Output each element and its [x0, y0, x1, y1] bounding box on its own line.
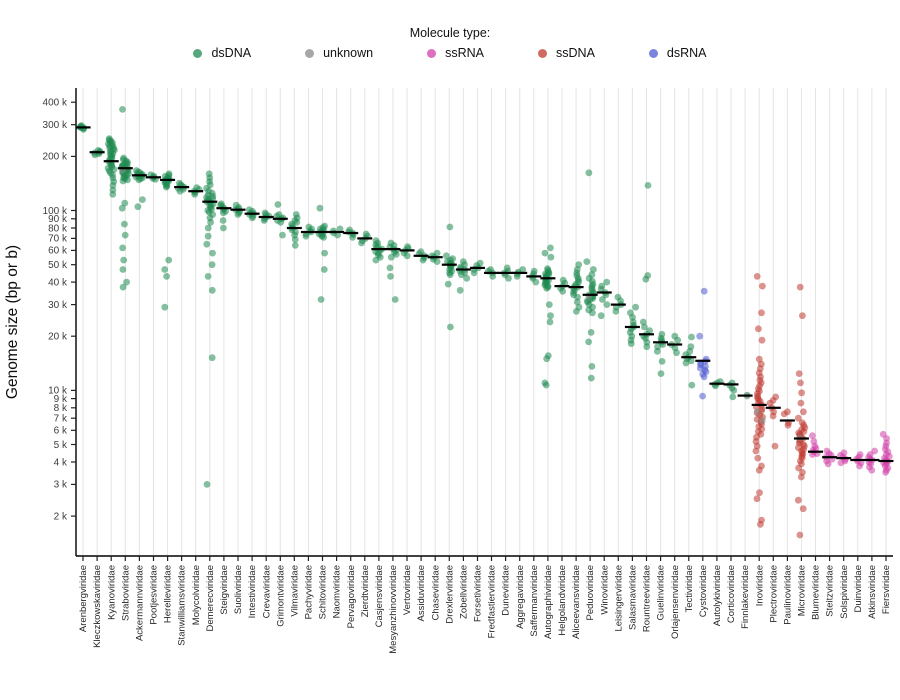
- data-point: [163, 273, 170, 280]
- x-tick-label: Orlajensenviridae: [669, 565, 681, 639]
- data-point: [505, 275, 512, 282]
- legend-item-label: dsDNA: [211, 46, 252, 60]
- data-point: [688, 382, 695, 389]
- data-point: [604, 301, 611, 308]
- data-point: [798, 474, 805, 481]
- x-tick-label: Kyanoviridae: [106, 565, 118, 620]
- data-point: [573, 308, 580, 315]
- x-tick-label: Zobellviridae: [458, 565, 470, 619]
- data-point: [514, 273, 521, 280]
- data-point: [856, 463, 863, 470]
- data-point: [434, 258, 441, 265]
- legend: [0, 26, 900, 60]
- x-tick-label: Rountreeviridae: [641, 565, 653, 633]
- data-point: [321, 266, 328, 273]
- y-tick-label: 7 k: [53, 413, 67, 425]
- data-point: [729, 394, 736, 401]
- data-point: [797, 380, 804, 387]
- legend-item-ssDNA[interactable]: [538, 46, 595, 60]
- data-point: [674, 337, 681, 344]
- x-tick-label: Suoliviridae: [233, 565, 245, 615]
- data-point: [119, 205, 126, 212]
- data-point: [759, 283, 766, 290]
- y-tick-label: 20 k: [48, 331, 67, 343]
- data-point: [547, 312, 554, 319]
- x-tick-label: Zierdtviridae: [359, 565, 371, 618]
- x-tick-label: Solspiviridae: [838, 565, 850, 619]
- data-point: [420, 257, 427, 264]
- x-tick-label: Blumeviridae: [810, 565, 822, 620]
- data-point: [809, 432, 816, 439]
- x-tick-label: Casjensviridae: [374, 565, 386, 628]
- x-tick-label: Fiersviridae: [881, 565, 893, 615]
- data-point: [589, 309, 596, 316]
- data-point: [756, 489, 763, 496]
- y-tick-label: 90 k: [48, 214, 67, 226]
- y-tick-label: 70 k: [48, 233, 67, 245]
- y-tick-label: 6 k: [53, 425, 67, 437]
- x-tick-label: Ackermannviridae: [134, 565, 146, 642]
- y-tick-label: 300 k: [42, 120, 67, 131]
- y-tick-label: 60 k: [48, 245, 67, 257]
- x-tick-label: Drexlerviridae: [444, 565, 456, 624]
- data-point: [447, 271, 454, 278]
- y-tick-label: 8 k: [53, 403, 67, 415]
- data-point: [489, 273, 496, 280]
- data-point: [645, 182, 652, 189]
- data-point: [317, 205, 324, 212]
- x-tick-label: Steitzviridae: [824, 565, 836, 617]
- x-tick-label: Vertoviridae: [402, 565, 414, 616]
- x-tick-label: Atkinsviridae: [867, 565, 879, 619]
- x-tick-label: Finnlakeviridae: [740, 565, 752, 629]
- x-tick-label: Kleczkowskaviridae: [92, 565, 104, 648]
- data-point: [292, 236, 299, 243]
- x-tick-label: Aliceevansviridae: [571, 565, 583, 639]
- data-point: [358, 240, 365, 247]
- data-point: [404, 252, 411, 259]
- data-point: [754, 408, 761, 415]
- data-point: [543, 382, 550, 389]
- data-point: [585, 339, 592, 346]
- legend-item-dsDNA[interactable]: [193, 46, 251, 60]
- data-point: [658, 370, 665, 377]
- data-point: [696, 333, 703, 340]
- data-point: [177, 188, 184, 195]
- x-tick-label: Straboviridae: [120, 565, 132, 621]
- data-point: [753, 448, 760, 455]
- data-point: [800, 505, 807, 512]
- data-point: [543, 285, 550, 292]
- legend-dot-ssRNA-icon: [427, 49, 436, 58]
- x-tick-label: Saffermanviridae: [528, 565, 540, 637]
- legend-item-ssRNA[interactable]: [427, 46, 484, 60]
- legend-item-label: ssRNA: [445, 46, 485, 60]
- data-point: [759, 417, 766, 424]
- data-point: [163, 184, 170, 191]
- data-point: [387, 265, 394, 272]
- data-point: [135, 203, 142, 210]
- data-point: [882, 469, 889, 476]
- data-point: [754, 495, 761, 502]
- data-point: [122, 232, 129, 239]
- x-tick-label: Steigviridae: [219, 565, 231, 615]
- data-point: [642, 276, 649, 283]
- data-point: [447, 224, 454, 231]
- data-point: [688, 334, 695, 341]
- data-point: [785, 422, 792, 429]
- data-point: [654, 348, 661, 355]
- x-tick-label: Inoviridae: [754, 565, 766, 607]
- data-point: [209, 250, 216, 257]
- data-point: [205, 225, 212, 232]
- data-point: [220, 225, 227, 232]
- x-tick-label: Duneviridae: [500, 565, 512, 616]
- x-tick-label: Paulinoviridae: [782, 565, 794, 625]
- data-point: [220, 217, 227, 224]
- data-point: [205, 233, 212, 240]
- y-tick-label: 80 k: [48, 223, 67, 235]
- data-point: [589, 363, 596, 370]
- data-point: [798, 400, 805, 407]
- data-point: [643, 343, 650, 350]
- data-point: [457, 287, 464, 294]
- x-tick-label: Plectroviridae: [768, 565, 780, 623]
- data-point: [586, 169, 593, 176]
- data-point: [471, 270, 478, 277]
- x-tick-label: Chaseviridae: [430, 565, 442, 621]
- legend-item-label: unknown: [323, 46, 374, 60]
- data-point: [701, 373, 708, 380]
- x-tick-label: Autolykiviridae: [712, 565, 724, 627]
- data-point: [532, 279, 539, 286]
- data-point: [120, 284, 127, 291]
- legend-item-label: dsRNA: [666, 46, 707, 60]
- data-point: [546, 301, 553, 308]
- x-tick-label: Grimontviridae: [275, 565, 287, 627]
- data-point: [781, 411, 788, 418]
- x-tick-label: Stanwilliamsviridae: [176, 565, 188, 646]
- data-point: [447, 324, 454, 331]
- data-point: [543, 355, 550, 362]
- x-tick-label: Cystoviridae: [697, 565, 709, 618]
- x-tick-label: Microviridae: [796, 565, 808, 617]
- x-tick-label: Fredfastierviridae: [486, 565, 498, 639]
- data-point: [756, 467, 763, 474]
- data-point: [659, 358, 666, 365]
- data-point: [795, 497, 802, 504]
- x-tick-label: Pervagoviridae: [345, 565, 357, 629]
- data-point: [388, 254, 395, 261]
- y-tick-label: 5 k: [53, 439, 67, 451]
- y-tick-label: 9 k: [53, 393, 67, 405]
- data-point: [204, 481, 211, 488]
- legend-item-unknown[interactable]: [305, 46, 373, 60]
- x-tick-label: Herelleviridae: [162, 565, 174, 624]
- legend-dot-dsRNA-icon: [649, 49, 658, 58]
- data-point: [373, 257, 380, 264]
- data-point: [628, 340, 635, 347]
- data-point: [209, 261, 216, 268]
- x-tick-label: Autographiviridae: [543, 565, 555, 639]
- x-tick-label: Guelinviridae: [655, 565, 667, 621]
- data-point: [235, 211, 242, 218]
- legend-title: Molecule type:: [409, 26, 491, 40]
- y-tick-label: 10 k: [48, 385, 67, 397]
- data-point: [275, 201, 282, 208]
- data-point: [121, 221, 128, 228]
- data-point: [279, 232, 286, 239]
- x-tick-label: Leisingerviridae: [613, 565, 625, 632]
- data-point: [387, 273, 394, 280]
- data-point: [303, 233, 310, 240]
- data-point: [588, 375, 595, 382]
- data-point: [838, 460, 845, 467]
- data-point: [209, 354, 216, 361]
- data-point: [120, 257, 127, 264]
- data-point: [730, 387, 737, 394]
- x-tick-label: Pachyviridae: [303, 565, 315, 620]
- x-tick-label: Crevaviridae: [261, 565, 273, 619]
- y-tick-label: 30 k: [48, 299, 67, 311]
- data-point: [825, 461, 832, 468]
- data-point: [599, 296, 606, 303]
- x-tick-label: Vilmaviridae: [289, 565, 301, 617]
- data-point: [796, 370, 803, 377]
- data-point: [136, 177, 143, 184]
- data-point: [277, 219, 284, 226]
- data-point: [548, 254, 555, 261]
- data-point: [632, 304, 639, 311]
- data-point: [798, 389, 805, 396]
- x-tick-label: Mesyanzhinovviridae: [388, 565, 400, 654]
- data-point: [759, 337, 766, 344]
- data-point: [547, 319, 554, 326]
- x-tick-label: Salasmaviridae: [627, 565, 639, 630]
- y-tick-label: 2 k: [53, 511, 67, 523]
- legend-items: [0, 46, 900, 60]
- y-tick-label: 4 k: [53, 457, 67, 469]
- x-tick-label: Arenbergviridae: [78, 565, 90, 633]
- legend-item-label: ssDNA: [556, 46, 595, 60]
- x-tick-label: Molycolviridae: [190, 565, 202, 626]
- legend-item-dsRNA[interactable]: [649, 46, 707, 60]
- x-tick-label: Corticoviridae: [726, 565, 738, 624]
- data-point: [754, 455, 761, 462]
- x-tick-label: Schitoviridae: [317, 565, 329, 620]
- data-point: [161, 266, 168, 273]
- y-tick-label: 400 k: [42, 97, 67, 109]
- data-point: [797, 532, 804, 539]
- x-tick-label: Forsetiviridae: [472, 565, 484, 623]
- legend-dot-ssDNA-icon: [538, 49, 547, 58]
- data-point: [249, 215, 256, 222]
- y-tick-label: 50 k: [48, 260, 67, 271]
- data-point: [588, 329, 595, 336]
- data-point: [463, 275, 470, 282]
- data-point: [205, 273, 212, 280]
- data-point: [754, 273, 761, 280]
- data-point: [119, 245, 126, 252]
- data-point: [758, 309, 765, 316]
- data-point: [800, 408, 807, 415]
- y-tick-label: 200 k: [42, 151, 67, 163]
- data-point: [161, 304, 168, 311]
- data-point: [349, 234, 356, 241]
- data-point: [109, 191, 116, 198]
- data-point: [445, 281, 452, 288]
- data-point: [119, 106, 126, 113]
- data-point: [559, 288, 566, 295]
- data-point: [547, 245, 554, 252]
- x-tick-label: Peduoviridae: [585, 565, 597, 621]
- x-tick-label: Duinviridae: [852, 565, 864, 613]
- data-point: [392, 296, 399, 303]
- x-tick-label: Tectiviridae: [683, 565, 695, 613]
- data-point: [292, 242, 299, 249]
- y-tick-label: 100 k: [42, 205, 67, 217]
- data-point: [598, 312, 605, 319]
- data-point: [318, 296, 325, 303]
- data-point: [321, 250, 328, 257]
- data-point: [701, 288, 708, 295]
- data-point: [165, 257, 172, 264]
- data-point: [770, 413, 777, 420]
- data-point: [120, 266, 127, 273]
- data-point: [203, 241, 210, 248]
- x-tick-label: Pootjesviridae: [148, 565, 160, 625]
- legend-dot-dsDNA-icon: [193, 49, 202, 58]
- data-point: [613, 308, 620, 315]
- y-tick-label: 40 k: [48, 277, 67, 289]
- data-point: [797, 284, 804, 291]
- x-tick-label: Assiduviridae: [416, 565, 428, 622]
- data-point: [757, 521, 764, 528]
- x-tick-label: Winoviridae: [599, 565, 611, 615]
- data-point: [261, 217, 268, 224]
- data-point: [583, 258, 590, 265]
- data-point: [320, 234, 327, 241]
- data-point: [772, 443, 779, 450]
- x-tick-label: Naomviridae: [331, 565, 343, 619]
- data-point: [699, 393, 706, 400]
- data-point: [209, 287, 216, 294]
- data-point: [683, 360, 690, 367]
- data-point: [755, 325, 762, 332]
- x-tick-label: Helgolandviridae: [557, 565, 569, 636]
- y-axis-title: Genome size (bp or b): [4, 244, 21, 400]
- x-tick-label: Intestiviridae: [247, 565, 259, 619]
- legend-dot-unknown-icon: [305, 49, 314, 58]
- data-point: [220, 210, 227, 217]
- x-tick-label: Demerecviridae: [204, 565, 216, 632]
- data-point: [868, 467, 875, 474]
- x-tick-label: Aggregaviridae: [514, 565, 526, 629]
- data-point: [120, 178, 127, 185]
- data-point: [542, 250, 549, 257]
- data-point: [139, 196, 146, 203]
- data-point: [673, 349, 680, 356]
- data-point: [799, 312, 806, 319]
- y-tick-label: 3 k: [53, 479, 67, 491]
